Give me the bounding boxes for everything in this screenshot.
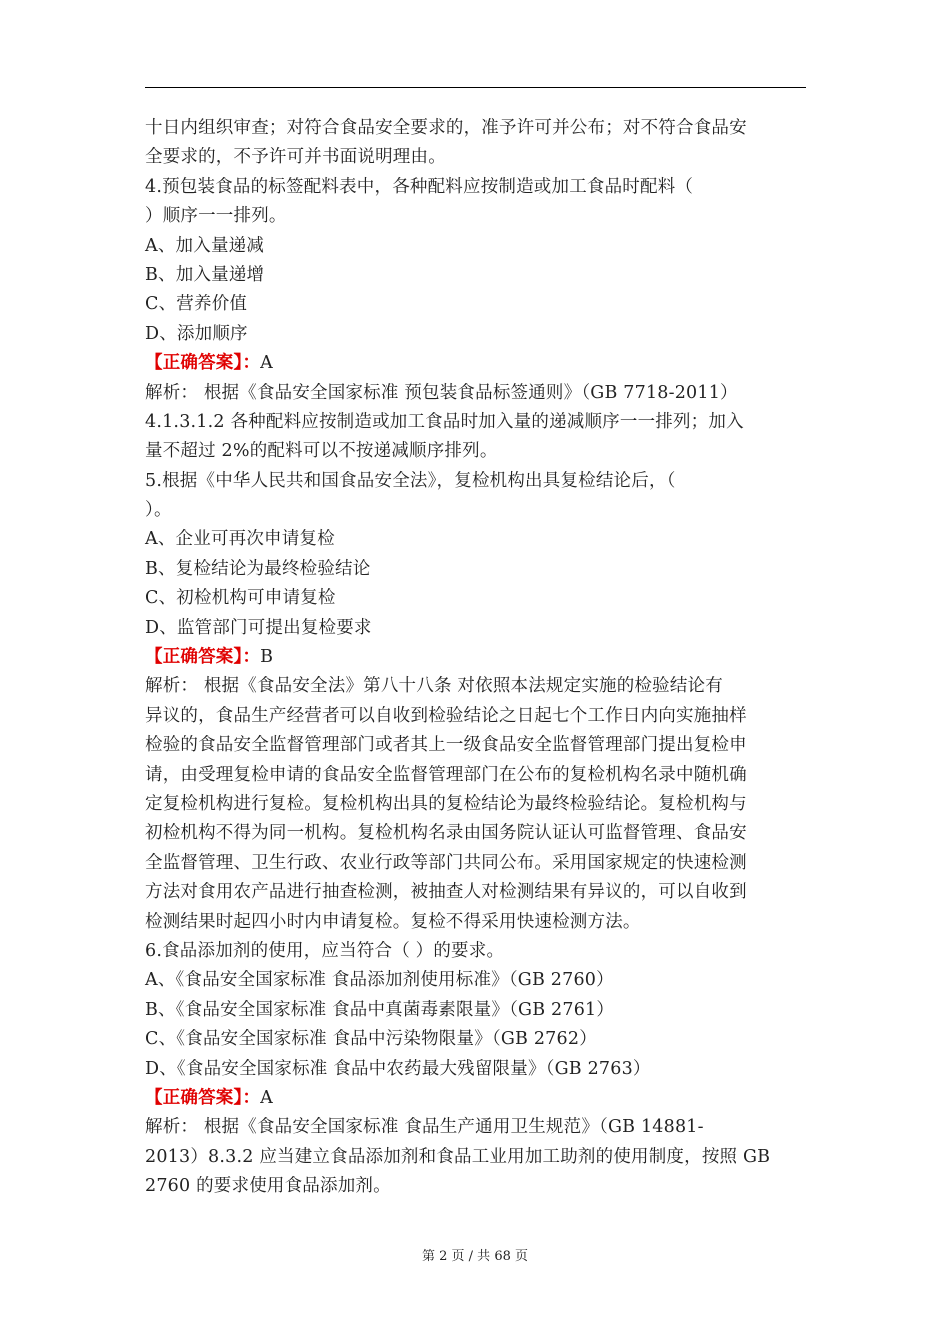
- text-line: 解析： 根据《食品安全国家标准 预包装食品标签通则》（GB 7718-2011）: [145, 382, 738, 403]
- text-line: 解析： 根据《食品安全国家标准 食品生产通用卫生规范》（GB 14881-: [145, 1117, 704, 1138]
- text-line: A、企业可再次申请复检: [145, 529, 335, 550]
- text-line: 请，由受理复检申请的食品安全监督管理部门在公布的复检机构名录中随机确: [145, 764, 747, 785]
- document-body: [145, 114, 810, 1201]
- text-line: C、营养价值: [145, 294, 248, 315]
- text-line: 6.食品添加剂的使用，应当符合（ ）的要求。: [145, 940, 505, 961]
- correct-answer-line: [145, 1084, 810, 1113]
- text-line: ）。: [145, 500, 172, 521]
- answer-label: 【正确答案】：: [145, 353, 261, 374]
- text-line: 十日内组织审查；对符合食品安全要求的，准予许可并公布；对不符合食品安: [145, 118, 747, 138]
- text-line: A、加入量递减: [145, 235, 265, 256]
- answer-label: 【正确答案】：: [145, 1087, 261, 1108]
- correct-answer-line: [145, 349, 810, 378]
- answer-value: B: [260, 647, 274, 668]
- page-footer: 第 2 页 / 共 68 页: [422, 1249, 528, 1264]
- text-line: 5.根据《中华人民共和国食品安全法》，复检机构出具复检结论后，（: [145, 470, 676, 491]
- text-line: 4.1.3.1.2 各种配料应按制造或加工食品时加入量的递减顺序一一排列；加入: [145, 411, 744, 432]
- text-line: ）顺序一一排列。: [145, 206, 287, 227]
- text-line: B、《食品安全国家标准 食品中真菌毒素限量》（GB 2761）: [145, 999, 615, 1020]
- text-line: 异议的，食品生产经营者可以自收到检验结论之日起七个工作日内向实施抽样: [145, 705, 747, 726]
- text-line: 初检机构不得为同一机构。复检机构名录由国务院认证认可监督管理、食品安: [145, 823, 747, 844]
- text-line: 2013）8.3.2 应当建立食品添加剂和食品工业用加工助剂的使用制度，按照 GB: [145, 1146, 771, 1167]
- text-line: 定复检机构进行复检。复检机构出具的复检结论为最终检验结论。复检机构与: [145, 793, 747, 814]
- text-line: 检测结果时起四小时内申请复检。复检不得采用快速检测方法。: [145, 911, 641, 932]
- correct-answer-line: [145, 643, 810, 672]
- text-line: 4.预包装食品的标签配料表中，各种配料应按制造或加工食品时配料（: [145, 176, 694, 197]
- answer-label: 【正确答案】：: [145, 647, 261, 668]
- text-line: 检验的食品安全监督管理部门或者其上一级食品安全监督管理部门提出复检申: [145, 735, 747, 756]
- text-line: C、初检机构可申请复检: [145, 588, 336, 609]
- text-line: D、添加顺序: [145, 323, 248, 344]
- text-line: 量不超过 2%的配料可以不按递减顺序排列。: [145, 441, 498, 462]
- text-line: 2760 的要求使用食品添加剂。: [145, 1176, 391, 1197]
- text-line: C、《食品安全国家标准 食品中污染物限量》（GB 2762）: [145, 1029, 597, 1050]
- text-line: D、监管部门可提出复检要求: [145, 617, 372, 638]
- text-line: 解析： 根据《食品安全法》第八十八条 对依照本法规定实施的检验结论有: [145, 676, 723, 697]
- header-rule: [145, 87, 806, 88]
- text-line: B、复检结论为最终检验结论: [145, 558, 371, 579]
- answer-value: A: [260, 353, 273, 374]
- text-line: 全要求的，不予许可并书面说明理由。: [145, 147, 446, 168]
- answer-value: A: [260, 1087, 273, 1108]
- text-line: 方法对食用农产品进行抽查检测，被抽查人对检测结果有异议的，可以自收到: [145, 882, 747, 903]
- text-line: D、《食品安全国家标准 食品中农药最大残留限量》（GB 2763）: [145, 1058, 651, 1079]
- text-line: 全监督管理、卫生行政、农业行政等部门共同公布。采用国家规定的快速检测: [145, 852, 747, 873]
- text-line: A、《食品安全国家标准 食品添加剂使用标准》（GB 2760）: [145, 970, 614, 991]
- text-line: B、加入量递增: [145, 264, 265, 285]
